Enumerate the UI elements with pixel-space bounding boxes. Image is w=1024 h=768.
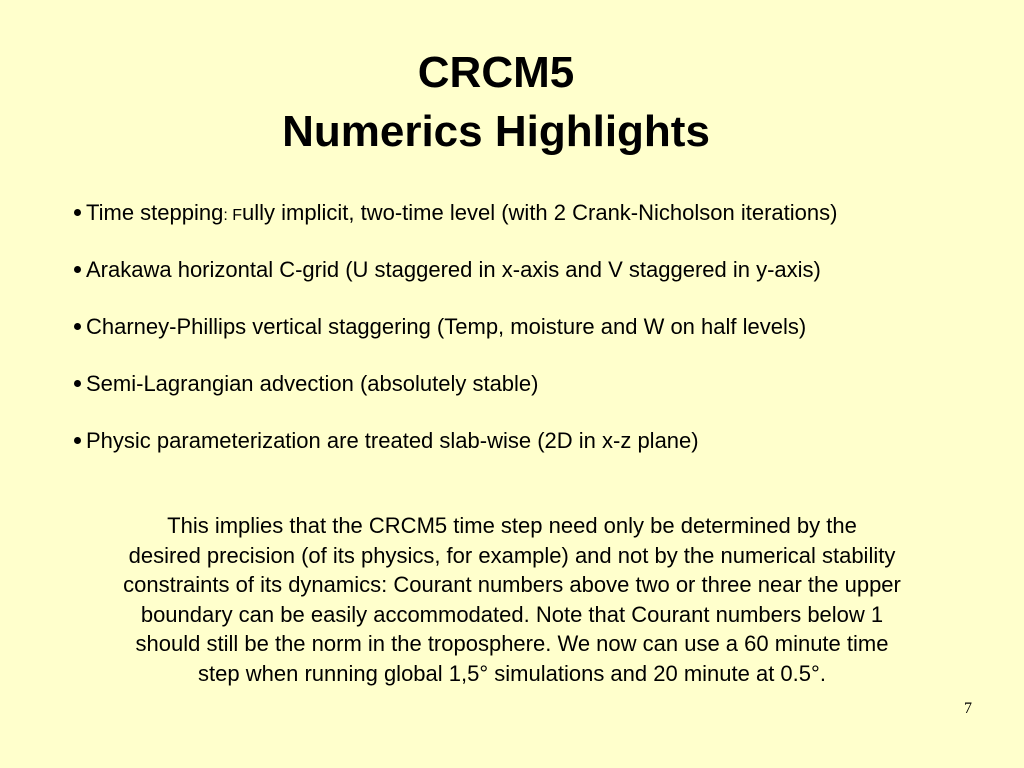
bullet-item: [74, 310, 1004, 344]
bullet-item: [74, 253, 1004, 287]
bullet-item: [74, 424, 1004, 458]
bullet-small-text: : F: [223, 207, 243, 224]
paragraph-line: This implies that the CRCM5 time step need only be determined by the: [167, 513, 857, 538]
bullet-text: ully implicit, two-time level (with 2 Crank-Nicholson iterations): [242, 200, 838, 225]
bullet-label: Time stepping: [86, 200, 224, 225]
bullet-text: Charney-Phillips vertical staggering (Temp, moisture and W on half levels): [86, 314, 807, 339]
paragraph-line: desired precision (of its physics, for example) and not by the numerical stability: [128, 542, 896, 568]
bullet-dot-icon: [74, 323, 81, 330]
paragraph-line: constraints of its dynamics: Courant numbers above two or three near the upper: [123, 572, 901, 597]
bullet-item: [74, 196, 1004, 230]
bullet-dot-icon: [74, 209, 81, 216]
page-number: 7: [964, 700, 972, 717]
bullet-list: [74, 196, 1004, 481]
bullet-text: Arakawa horizontal C-grid (U staggered in x-axis and V staggered in y-axis): [86, 257, 821, 282]
slide-subtitle: Numerics Highlights: [282, 107, 710, 156]
bullet-dot-icon: [74, 266, 81, 273]
bullet-dot-icon: [74, 437, 81, 444]
bullet-dot-icon: [74, 380, 81, 387]
bullet-item: [74, 367, 1004, 401]
paragraph-line: should still be the norm in the troposphere. We now can use a 60 minute time: [135, 631, 889, 656]
bullet-text: Semi-Lagrangian advection (absolutely stable): [86, 371, 539, 396]
paragraph-line: boundary can be easily accommodated. Note that Courant numbers below 1: [140, 601, 884, 627]
bullet-text: Physic parameterization are treated slab-wise (2D in x-z plane): [86, 428, 699, 453]
slide-title: CRCM5: [417, 48, 575, 97]
paragraph-line: step when running global 1,5° simulations and 20 minute at 0.5°.: [198, 660, 826, 686]
summary-paragraph: [40, 511, 984, 688]
